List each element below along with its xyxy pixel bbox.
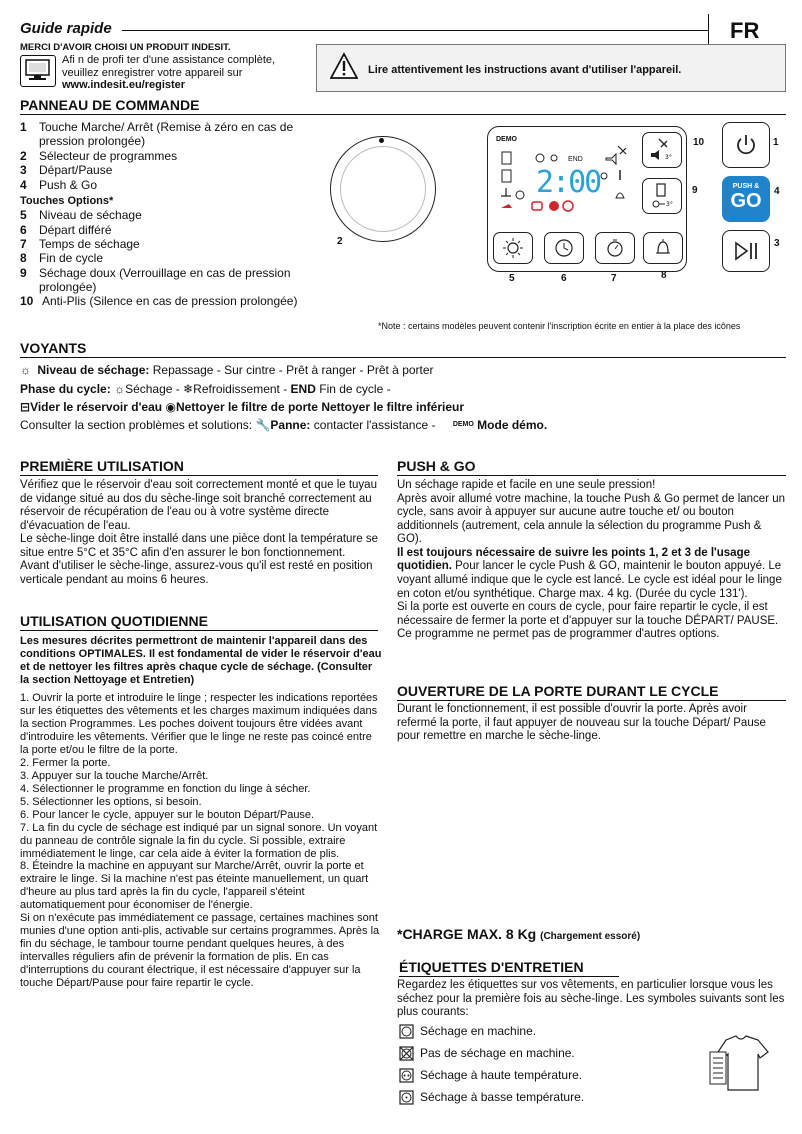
wrench-icon: 🔧 (255, 418, 271, 432)
callout-9: 9 (692, 185, 698, 196)
options-title: Touches Options* (20, 194, 114, 207)
callout-2: 2 (337, 236, 343, 247)
door-open-title: OUVERTURE DE LA PORTE DURANT LE CYCLE (397, 683, 786, 701)
control-list (20, 120, 310, 309)
timer-icon (604, 237, 626, 259)
warning-icon (330, 52, 358, 80)
daily-use-outro: Si on n'exécute pas immédiatement ce passage, certaines machines sont munies d'une option anti-plis, activable sur certains programmes. Après la fin du séchage, le tambour tourne pendant quelques heures, à des intervalles réguliers afin de prévenir la formation de plis. En cas d'interruptions du courant électrique, il est nécessaire d'appuyer sur la touche Départ/Pause pour faire repartir le cycle. (20, 912, 380, 990)
list-item: 4 Push & Go (20, 177, 98, 192)
play-pause-icon (733, 241, 759, 261)
door-filter-icon: ◉ (165, 400, 176, 414)
demo-badge: DEMO (452, 421, 474, 428)
callout-5: 5 (509, 273, 515, 284)
gentle-dry-button[interactable] (642, 178, 682, 214)
icon-note: *Note : certains modèles peuvent contenir l'inscription écrite en entier à la place des icônes (378, 321, 741, 331)
push-go-button[interactable] (722, 176, 770, 222)
push-go-p1: Un séchage rapide et facile en une seule pression! (397, 479, 656, 491)
dry-time-button[interactable] (595, 232, 635, 264)
first-use-body (20, 479, 382, 588)
clock-icon (553, 237, 575, 259)
anti-crease-button[interactable] (642, 132, 682, 168)
demo-indicator: DEMO (496, 136, 517, 143)
dry-level-icon (502, 237, 524, 259)
list-item: 3. Appuyer sur la touche Marche/Arrêt. (20, 769, 209, 782)
push-go-p2: Après avoir allumé votre machine, la touche Push & Go permet de lancer un cycle, sans avoir à appuyer sur aucune autre touche et/ ou bouton additionnels (autrement, cela annule la sélection du programme Push & GO). (397, 492, 786, 546)
list-item: 5. Sélectionner les options, si besoin. (20, 795, 202, 808)
max-load: *CHARGE MAX. 8 Kg (Chargement essoré) (397, 926, 641, 942)
lang-label: FR (730, 18, 760, 43)
dry-level-indicators: ☼ Niveau de séchage: Repassage - Sur cintre - Prêt à ranger - Prêt à porter (20, 363, 434, 377)
push-go-p3: Il est toujours nécessaire de suivre les points 1, 2 et 3 de l'usage quotidien. Pour lancer le cycle Push & GO, maintenir le bouton appuyé. Le voyant allumé indique que le cycle est lancé. Le cycle est idéal pour le linge en coton et/ou synthétique. Charge max. 4 kg. (Durée du cycle 131'). (397, 546, 782, 600)
list-item: 6. Pour lancer le cycle, appuyer sur le bouton Départ/Pause. (20, 808, 315, 821)
end-indicator: END (568, 156, 583, 163)
first-use-p1: Vérifiez que le réservoir d'eau soit correctement monté et que le tuyau de vidange situé au dos du sèche-linge soit branché correctement au réservoir de récupération de l'eau ou à votre système directe d'évacuation de l'eau. (20, 479, 377, 532)
callout-6: 6 (561, 273, 567, 284)
care-labels-title: ÉTIQUETTES D'ENTRETIEN (399, 959, 619, 977)
maintenance-indicators: ⊟Vider le réservoir d'eau ◉Nettoyer le filtre de porte Nettoyer le filtre inférieur (20, 400, 465, 414)
care-labels-list (399, 1024, 659, 1105)
dial-inner-ring (340, 146, 426, 232)
list-item: 8. Éteindre la machine en appuyant sur Marche/Arrêt, ouvrir la porte et extraire le linge. Si la machine n'est pas éteinte manuellement, un quart d'heure au plus tard après la fin du cycle, l'appareil s'éteint automatiquement pour économiser de l'énergie. (20, 860, 369, 912)
first-use-p3: Avant d'utiliser le sèche-linge, assurez-vous qu'il est resté en position verticale pendant au moins 6 heures. (20, 560, 373, 586)
time-display: 2:00 (536, 165, 601, 200)
list-item: 1. Ouvrir la porte et introduire le linge ; respecter les indications reportées sur les étiquettes des vêtements et les charges maximum indiquées dans la section Programmes. Les poches doivent toujours être vidées avant d'introduire les vêtements. Vérifier que le linge ne reste pas coincé entre la porte et/ou le filtre de la porte. (20, 691, 378, 756)
dial-indicator (379, 138, 384, 143)
bell-icon (653, 237, 673, 259)
sun-icon: ☼ (20, 363, 31, 377)
panel-section-title: PANNEAU DE COMMANDE (20, 97, 786, 115)
callout-7: 7 (611, 273, 617, 284)
list-item: 10 Anti-Plis (Silence en cas de pression prolongée) (20, 294, 298, 309)
list-item: 7. La fin du cycle de séchage est indiqué par un signal sonore. Un voyant du panneau de contrôle signale la fin du cycle. Si possible, extraire immédiatement le linge, car cela aide à éviter la formation de plis. (20, 821, 378, 860)
cycle-phase-indicators: Phase du cycle: ☼Séchage - ❄Refroidissement - END Fin de cycle - (20, 382, 391, 396)
first-use-title: PREMIÈRE UTILISATION (20, 458, 378, 476)
daily-use-intro: Les mesures décrites permettront de maintenir l'appareil dans des conditions OPTIMALES. Il est fondamental de vider le réservoir d'eau et de nettoyer les filtres après chaque cycle de séchage. (Consulter la section Nettoyage et Entretien) (20, 635, 382, 686)
anti-crease-degree: 3° (665, 154, 672, 161)
register-line-2: veuillez enregistrer votre appareil sur (62, 66, 243, 79)
troubleshoot-indicators: Consulter la section problèmes et solutions: 🔧Panne: contacter l'assistance - $^{DEMO}$ Mode démo. (20, 418, 548, 432)
list-item: 6 Départ différé (20, 222, 112, 237)
alert-icons (530, 199, 580, 213)
drying-icon: ☼ (114, 382, 126, 396)
list-item: 8 Fin de cycle (20, 251, 104, 266)
list-item: Séchage à basse température. (399, 1090, 659, 1105)
warning-text: Lire attentivement les instructions avant d'utiliser l'appareil. (368, 64, 682, 76)
register-text (62, 54, 302, 92)
callout-1: 1 (773, 137, 779, 148)
list-item: 1 Touche Marche/ Arrêt (Remise à zéro en cas de (20, 120, 294, 134)
list-item: 9 Séchage doux (Verrouillage en cas de pression (20, 265, 291, 280)
end-cycle-button[interactable] (643, 232, 683, 264)
callout-8: 8 (661, 270, 667, 281)
low-temp-icon (399, 1090, 414, 1105)
cooling-icon: ❄ (183, 382, 194, 396)
list-item: 3 Départ/Pause (20, 163, 113, 178)
right-status-icons (598, 144, 634, 214)
voyants-title: VOYANTS (20, 340, 786, 358)
delay-start-button[interactable] (544, 232, 584, 264)
list-item-cont: pression prolongée) (39, 134, 146, 149)
water-tank-icon: ⊟ (20, 400, 31, 414)
list-item: 4. Sélectionner le programme en fonction du linge à sécher. (20, 782, 311, 795)
daily-use-title: UTILISATION QUOTIDIENNE (20, 613, 378, 631)
start-pause-button[interactable] (722, 230, 770, 272)
register-line-1: Afi n de profi ter d'une assistance complète, (62, 54, 276, 66)
callout-3: 3 (774, 238, 780, 249)
door-open-body: Durant le fonctionnement, il est possible d'ouvrir la porte. Après avoir refermé la porte, il faut appuyer de nouveau sur la touche Départ/ Pause pour remettre en marche le sèche-linge. (397, 703, 766, 743)
list-item: 7 Temps de séchage (20, 236, 140, 251)
no-tumble-dry-icon (399, 1046, 414, 1061)
computer-icon (20, 55, 56, 87)
list-item: Séchage en machine. (399, 1024, 659, 1039)
push-go-body (397, 479, 786, 642)
list-item: 5 Niveau de séchage (20, 208, 142, 223)
list-item: Pas de séchage en machine. (399, 1046, 659, 1061)
daily-use-body (20, 635, 382, 990)
list-item: Séchage à haute température. (399, 1068, 659, 1083)
header-rule (122, 30, 708, 31)
thanks-heading: MERCI D'AVOIR CHOISI UN PRODUIT INDESIT. (20, 42, 231, 53)
daily-use-steps (20, 692, 382, 912)
callout-4: 4 (774, 186, 780, 197)
list-item-cont: prolongée) (39, 280, 97, 295)
list-item: 2. Fermer la porte. (20, 756, 111, 769)
high-temp-icon (399, 1068, 414, 1083)
tumble-dry-icon (399, 1024, 414, 1039)
push-go-title: PUSH & GO (397, 458, 786, 476)
care-labels-intro: Regardez les étiquettes sur vos vêtements, en particulier lorsque vous les séchez pour la première fois au sèche-linge. Les symboles suivants sont les plus courants: (397, 979, 785, 1019)
push-go-bottom-label: GO (730, 190, 762, 213)
shirt-label-icon (706, 1030, 776, 1100)
list-item: 2 Sélecteur de programmes (20, 148, 178, 163)
push-go-p4: Si la porte est ouverte en cours de cycle, pour faire repartir le cycle, il est nécessaire de fermer la porte et d'appuyer sur la touche DÉPART/ PAUSE. Ce programme ne permet pas de programmer d'autres options. (397, 601, 779, 641)
push-go-top-label: PUSH & (732, 183, 760, 190)
power-button[interactable] (722, 122, 770, 168)
dry-level-button[interactable] (493, 232, 533, 264)
first-use-p2: Le sèche-linge doit être installé dans une pièce dont la température se situe entre 5°C et 35°C afin d'en assurer le bon fonctionnement. (20, 533, 379, 559)
guide-title: Guide rapide (20, 20, 112, 37)
anti-crease-icon (647, 137, 677, 163)
gentle-dry-icon (647, 182, 677, 210)
register-url[interactable]: www.indesit.eu/register (62, 79, 186, 92)
power-icon (734, 133, 758, 157)
gentle-dry-degree: 3° (666, 201, 673, 208)
callout-10: 10 (693, 137, 705, 148)
